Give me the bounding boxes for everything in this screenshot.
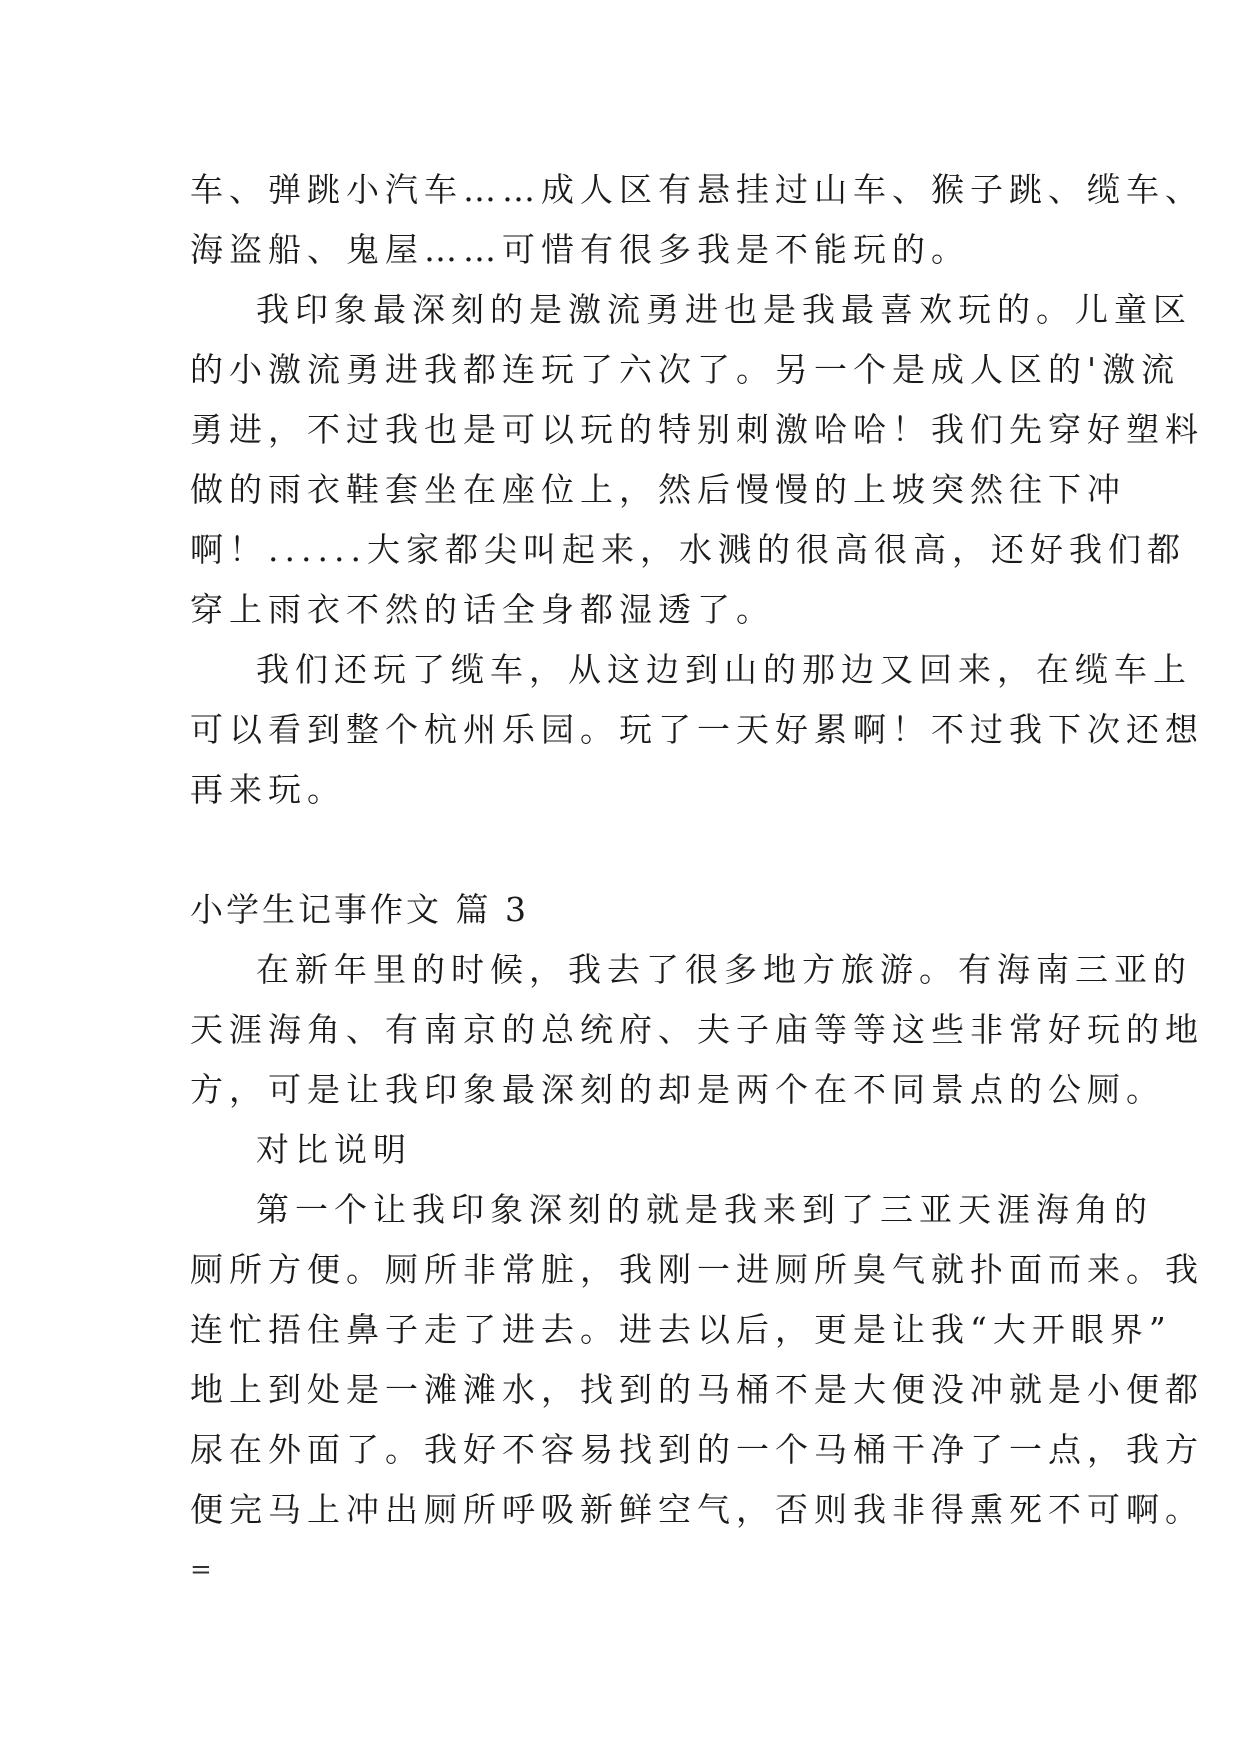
text-line: 可以看到整个杭州乐园。玩了一天好累啊！不过我下次还想 xyxy=(190,710,1204,749)
paragraph-6 xyxy=(190,1180,1204,1540)
paragraph-2 xyxy=(190,280,1204,640)
text-line: 第一个让我印象深刻的就是我来到了三亚天涯海角的 xyxy=(256,1190,1153,1229)
text-line: 方，可是让我印象最深刻的却是两个在不同景点的公厕。 xyxy=(190,1070,1165,1109)
text-line: 再来玩。 xyxy=(190,770,346,809)
section-heading: 小学生记事作文 篇 3 xyxy=(190,890,529,929)
text-line: 做的雨衣鞋套坐在座位上，然后慢慢的上坡突然往下冲 xyxy=(190,470,1126,509)
trailing-mark: = xyxy=(190,1555,212,1585)
text-line: 天涯海角、有南京的总统府、夫子庙等等这些非常好玩的地 xyxy=(190,1010,1204,1049)
text-line: 对比说明 xyxy=(256,1130,412,1169)
text-line: 车、弹跳小汽车……成人区有悬挂过山车、猴子跳、缆车、 xyxy=(190,170,1204,209)
text-line: 啊！......大家都尖叫起来，水溅的很高很高，还好我们都 xyxy=(190,530,1186,569)
document-body xyxy=(190,160,1204,1600)
text-line: 便完马上冲出厕所呼吸新鲜空气，否则我非得熏死不可啊。 xyxy=(190,1490,1204,1529)
text-line: 地上到处是一滩滩水，找到的马桶不是大便没冲就是小便都 xyxy=(190,1370,1204,1409)
text-line: 海盗船、鬼屋……可惜有很多我是不能玩的。 xyxy=(190,230,970,269)
paragraph-5 xyxy=(190,1120,1090,1180)
paragraph-3 xyxy=(190,640,1204,820)
text-line: 我们还玩了缆车，从这边到山的那边又回来，在缆车上 xyxy=(256,650,1192,689)
text-line: 穿上雨衣不然的话全身都湿透了。 xyxy=(190,590,775,629)
text-line: 的小激流勇进我都连玩了六次了。另一个是成人区的'激流 xyxy=(190,350,1181,389)
text-line: 厕所方便。厕所非常脏，我刚一进厕所臭气就扑面而来。我 xyxy=(190,1250,1204,1289)
text-line: 在新年里的时候，我去了很多地方旅游。有海南三亚的 xyxy=(256,950,1192,989)
text-line: 尿在外面了。我好不容易找到的一个马桶干净了一点，我方 xyxy=(190,1430,1204,1469)
text-line: 勇进，不过我也是可以玩的特别刺激哈哈！我们先穿好塑料 xyxy=(190,410,1204,449)
paragraph-4 xyxy=(190,940,1204,1120)
paragraph-1 xyxy=(190,160,1204,280)
text-line: 连忙捂住鼻子走了进去。进去以后，更是让我“大开眼界” xyxy=(190,1310,1172,1349)
text-line: 我印象最深刻的是激流勇进也是我最喜欢玩的。儿童区 xyxy=(256,290,1192,329)
